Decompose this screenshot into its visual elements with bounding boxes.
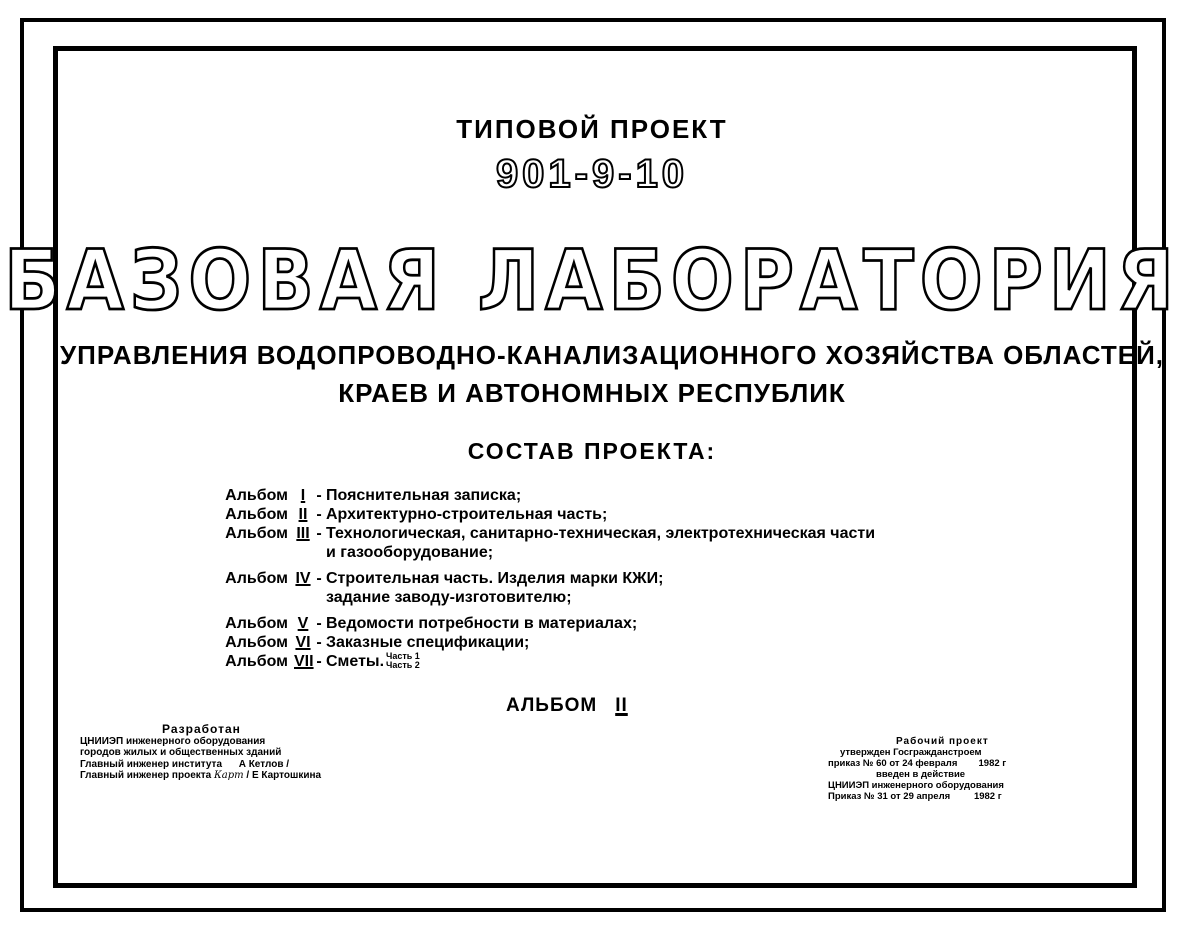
album-row: Альбом II - Архитектурно-строительная часть; — [214, 505, 1014, 524]
approval-heading: Рабочий проект — [896, 736, 989, 747]
album-number: VII — [294, 653, 314, 670]
album-number: II — [298, 506, 308, 523]
album-label: Альбом — [225, 487, 288, 504]
album-number: IV — [295, 570, 311, 587]
album-row: Альбом I - Пояснительная записка; — [214, 486, 1014, 505]
subtitle-line-1: УПРАВЛЕНИЯ ВОДОПРОВОДНО-КАНАЛИЗАЦИОННОГО ХОЗЯЙСТВА ОБЛАСТЕЙ, — [60, 340, 1164, 370]
album-row: Альбом VI - Заказные спецификации; — [214, 633, 1014, 652]
album-label: Альбом — [225, 653, 288, 670]
contents-heading: СОСТАВ ПРОЕКТА: — [467, 438, 717, 464]
album-description: Пояснительная записка; — [326, 487, 522, 504]
album-number: I — [300, 487, 306, 504]
album-row: Альбом IV - Строительная часть. Изделия марки КЖИ; задание заводу-изготовителю; — [214, 569, 1014, 607]
album-row: Альбом VII - Сметы. Часть 1 Часть 2 — [214, 652, 1014, 671]
main-title: БАЗОВАЯ ЛАБОРАТОРИЯ — [4, 232, 1180, 330]
album-description: Ведомости потребности в материалах; — [326, 615, 638, 632]
album-label: Альбом — [225, 615, 288, 632]
project-series: ТИПОВОЙ ПРОЕКТ — [456, 114, 728, 144]
album-label: Альбом — [225, 634, 288, 651]
album-row: Альбом V - Ведомости потребности в материалах; — [214, 614, 1014, 633]
album-label: Альбом — [225, 506, 288, 523]
album-number: III — [296, 525, 310, 542]
signature: Карт — [214, 770, 244, 781]
subtitle-line-2: КРАЕВ И АВТОНОМНЫХ РЕСПУБЛИК — [338, 378, 846, 408]
current-album-number: II — [615, 695, 628, 716]
album-description: Технологическая, санитарно-техническая, электротехническая части и газооборудование; — [326, 525, 876, 561]
developer-block: Разработан ЦНИИЭП инженерного оборудования городов жилых и общественных зданий Главный инженер института А Кетлов / Главный инженер проекта Карт / Е Картошкина — [80, 722, 322, 781]
album-description: Архитектурно-строительная часть; — [326, 506, 608, 523]
album-row: Альбом III - Технологическая, санитарно-техническая, электротехническая части и газооборудование; — [214, 524, 1014, 562]
current-album-label: АЛЬБОМ — [506, 695, 598, 716]
current-album — [506, 695, 628, 717]
approval-block: Рабочий проект утвержден Госгражданстроем приказ № 60 от 24 февраля 1982 г введен в действие ЦНИИЭП инженерного оборудования Приказ № 31 от 29 апреля 1982 г — [828, 736, 1007, 802]
developer-heading: Разработан — [162, 722, 241, 736]
album-label: Альбом — [225, 570, 288, 587]
album-number: V — [297, 615, 309, 632]
estimate-parts: Часть 1 Часть 2 — [386, 651, 420, 670]
album-list — [214, 486, 1014, 671]
album-description: Заказные спецификации; — [326, 634, 530, 651]
album-label: Альбом — [225, 525, 288, 542]
project-number: 901-9-10 — [495, 152, 689, 196]
album-description: Строительная часть. Изделия марки КЖИ; задание заводу-изготовителю; — [326, 570, 664, 606]
album-number: VI — [295, 634, 311, 651]
album-description: Сметы. Часть 1 Часть 2 — [326, 651, 420, 670]
